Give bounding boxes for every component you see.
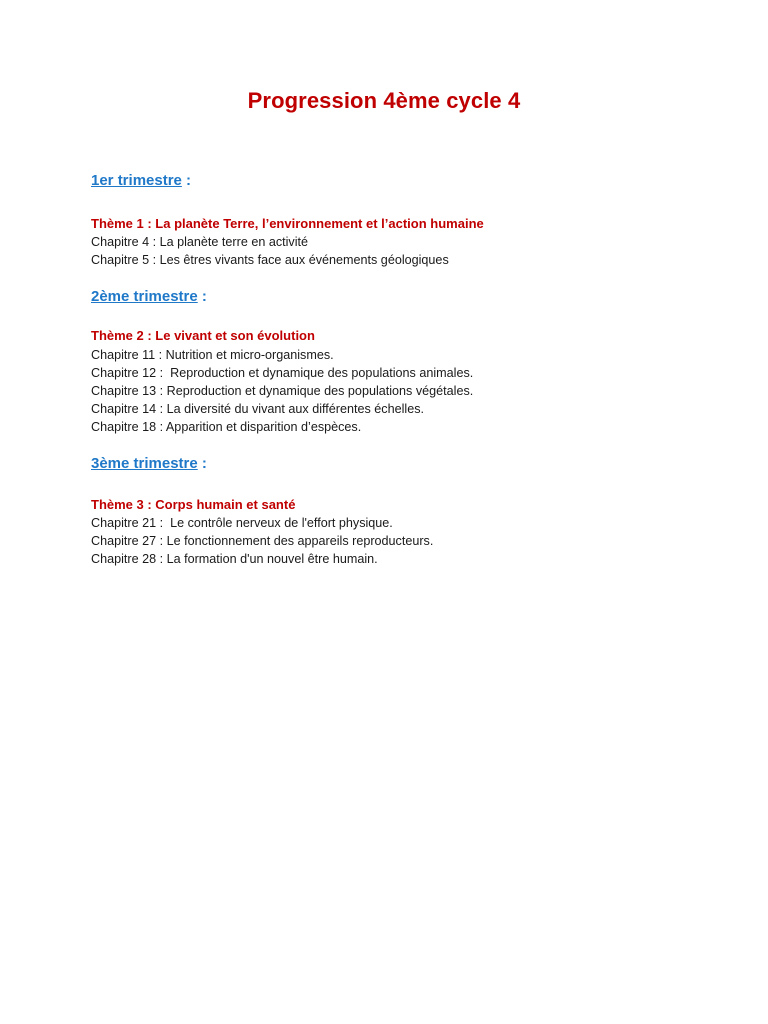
page-title: Progression 4ème cycle 4 [247,88,521,113]
theme-title-3: Thème 3 : Corps humain et santé [91,497,296,512]
chapter-item: Chapitre 27 : Le fonctionnement des appareils reproducteurs. [91,534,434,548]
term-heading-2 [91,287,207,307]
chapter-item: Chapitre 18 : Apparition et disparition d’espèces. [91,420,362,434]
theme-title-1: Thème 1 : La planète Terre, l’environnement et l’action humaine [91,216,484,231]
term-heading-2-colon: : [197,288,207,305]
term-heading-3-colon: : [197,455,207,472]
chapter-item: Chapitre 14 : La diversité du vivant aux différentes échelles. [91,402,424,416]
chapter-list-2 [91,346,473,436]
chapter-item: Chapitre 12 : Reproduction et dynamique des populations animales. [91,366,474,380]
term-heading-1-label: 1er trimestre [91,172,182,189]
chapter-item: Chapitre 5 : Les êtres vivants face aux événements géologiques [91,253,449,267]
term-heading-3 [91,454,207,474]
term-heading-3-label: 3ème trimestre [91,455,198,472]
term-heading-1-colon: : [181,172,192,189]
term-heading-2-label: 2ème trimestre [91,288,198,305]
chapter-list-1 [91,233,449,269]
chapter-item: Chapitre 21 : Le contrôle nerveux de l'effort physique. [91,516,393,530]
chapter-item: Chapitre 11 : Nutrition et micro-organismes. [91,348,334,362]
chapter-item: Chapitre 13 : Reproduction et dynamique des populations végétales. [91,384,474,398]
term-heading-1 [91,171,191,191]
chapter-list-3 [91,514,433,568]
chapter-item: Chapitre 4 : La planète terre en activité [91,235,309,249]
chapter-item: Chapitre 28 : La formation d'un nouvel être humain. [91,552,378,566]
theme-title-2: Thème 2 : Le vivant et son évolution [91,328,315,343]
